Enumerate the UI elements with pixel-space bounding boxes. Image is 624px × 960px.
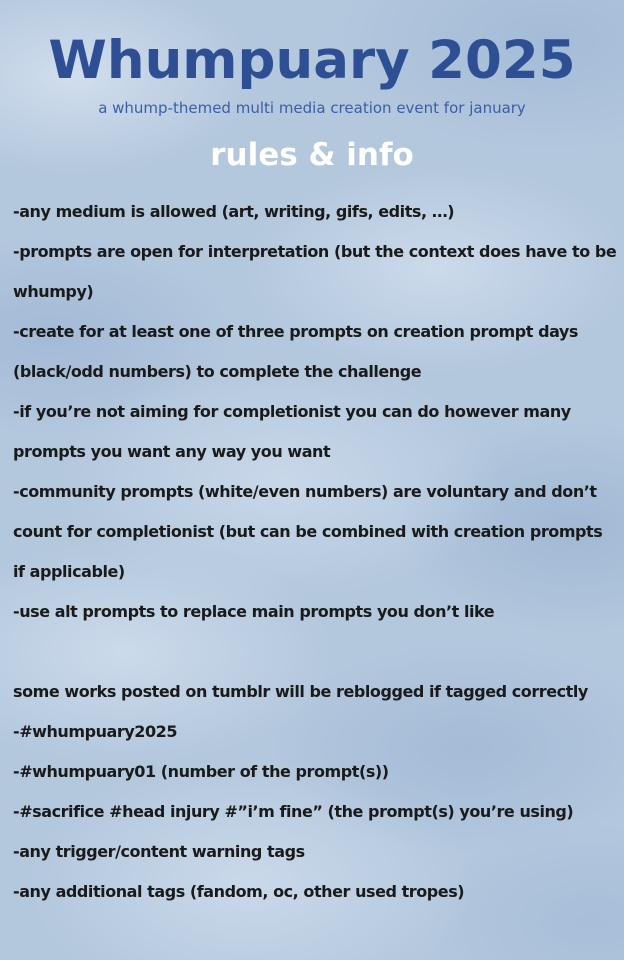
page-title: Whumpuary 2025 [48, 30, 576, 91]
section-heading-rules: rules & info [210, 137, 414, 173]
rules-line: -create for at least one of three prompts on creation prompt days [13, 322, 578, 341]
tag-line: -any additional tags (fandom, oc, other used tropes) [13, 882, 465, 901]
rules-line: -if you’re not aiming for completionist you can do however many [13, 402, 571, 421]
rules-line: if applicable) [13, 562, 125, 581]
tag-line: -#whumpuary2025 [13, 722, 178, 741]
tag-line: -any trigger/content warning tags [13, 842, 305, 861]
blank-line [13, 632, 617, 672]
rules-line: (black/odd numbers) to complete the challenge [13, 362, 422, 381]
rules-line: -any medium is allowed (art, writing, gifs, edits, …) [13, 202, 455, 221]
page-subtitle: a whump-themed multi media creation event for january [98, 99, 526, 117]
rules-line: whumpy) [13, 282, 94, 301]
tagging-info-line: some works posted on tumblr will be reblogged if tagged correctly [13, 682, 588, 701]
tag-line: -#sacrifice #head injury #”i’m fine” (the prompt(s) you’re using) [13, 802, 574, 821]
rules-line: count for completionist (but can be combined with creation prompts [13, 522, 603, 541]
rules-text-block [13, 192, 617, 912]
rules-line: -use alt prompts to replace main prompts you don’t like [13, 602, 495, 621]
rules-line: -community prompts (white/even numbers) are voluntary and don’t [13, 482, 597, 501]
rules-line: prompts you want any way you want [13, 442, 331, 461]
rules-line: -prompts are open for interpretation (but the context does have to be [13, 242, 617, 261]
tag-line: -#whumpuary01 (number of the prompt(s)) [13, 762, 389, 781]
